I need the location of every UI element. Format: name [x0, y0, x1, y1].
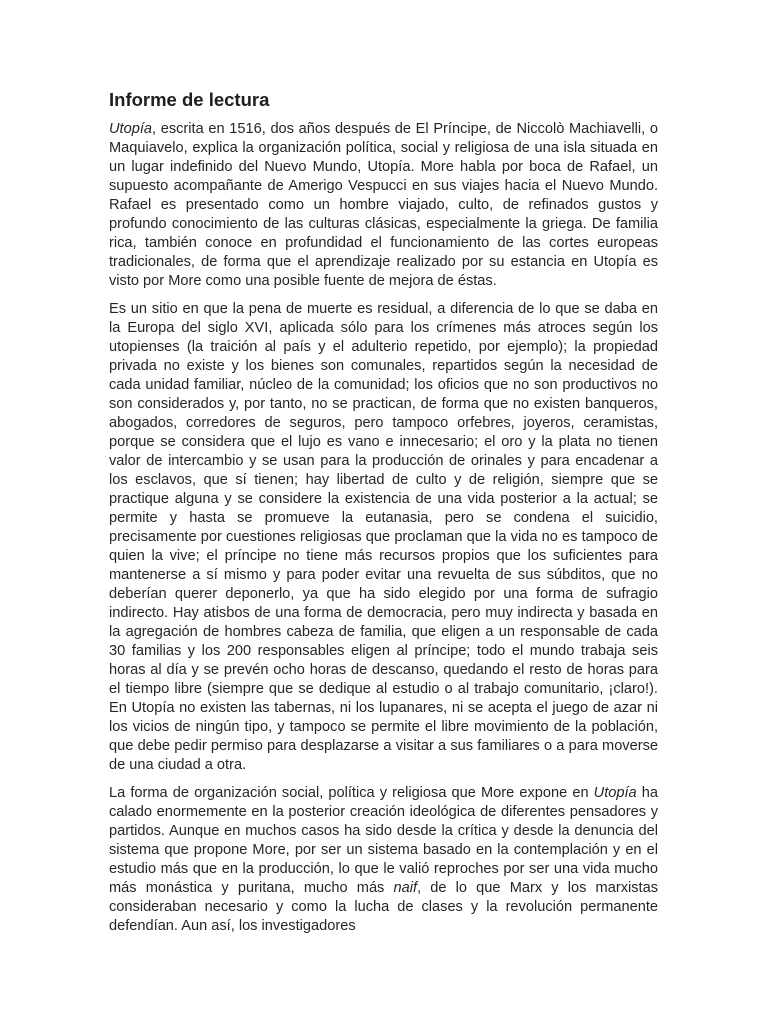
- italic-term: naif: [393, 880, 418, 896]
- paragraph-text: La forma de organización social, política y religiosa que More expone en: [109, 785, 594, 801]
- paragraph-text: Es un sitio en que la pena de muerte es residual, a diferencia de lo que se daba en la Europa del siglo XVI, aplicada sólo para los crímenes más atroces según los utopienses (la traición al país y el adulterio repetido, por ejemplo); la propiedad privada no existe y los bienes son comunales, repartidos según la necesidad de cada unidad familiar, núcleo de la comunidad; los oficios que no son productivos no son considerados y, por tanto, no se practican, de forma que no existen banqueros, abogados, corredores de seguros, pero tampoco orfebres, joyeros, ceramistas, porque se considera que el lujo es vano e innecesario; el oro y la plata no tienen valor de intercambio y se usan para la producción de orinales y para encadenar a los esclavos, que sí tienen; hay libertad de culto y de religión, siempre que se practique alguna y se considere la existencia de una vida posterior a la actual; se permite y hasta se promueve la eutanasia, pero se condena el suicidio, precisamente por cuestiones religiosas que proclaman que la vida no es tampoco de quien la vive; el príncipe no tiene más recursos propios que los suficientes para mantenerse a sí mismo y para poder evitar una revuelta de sus súbditos, que no deberían querer deponerlo, ya que ha sido elegido por una forma de sufragio indirecto. Hay atisbos de una forma de democracia, pero muy indirecta y basada en la agregación de hombres cabeza de familia, que eligen a un responsable de cada 30 familias y los 200 responsables eligen al príncipe; todo el mundo trabaja seis horas al día y se prevén ocho horas de descanso, quedando el resto de horas para el tiempo libre (siempre que se dedique al estudio o al trabajo comunitario, ¡claro!). En Utopía no existen las tabernas, ni los lupanares, ni se acepta el juego de azar ni los vicios de ningún tipo, y tampoco se permite el libre movimiento de la población, que debe pedir permiso para desplazarse a visitar a sus familiares o a para moverse de una ciudad a otra.: [109, 301, 658, 773]
- paragraph-3: [109, 784, 658, 936]
- paragraph-text: , escrita en 1516, dos años después de El Príncipe, de Niccolò Machiavelli, o Maquiavelo, explica la organización política, social y religiosa de una isla situada en un lugar indefinido del Nuevo Mundo, Utopía. More habla por boca de Rafael, un supuesto acompañante de Amerigo Vespucci en sus viajes hacia el Nuevo Mundo. Rafael es presentado como un hombre viajado, culto, de refinados gustos y profundo conocimiento de las culturas clásicas, especialmente la griega. De familia rica, también conoce en profundidad el funcionamiento de las cortes europeas tradicionales, de forma que el aprendizaje realizado por su estancia en Utopía es visto por More como una posible fuente de mejora de éstas.: [109, 121, 658, 289]
- document-page: [109, 88, 658, 945]
- paragraph-1: [109, 120, 658, 291]
- italic-term: Utopía: [109, 121, 152, 137]
- paragraph-text: , de lo que Marx y los marxistas consideraban necesario y como la lucha de clases y la revolución permanente defendían. Aun así, los investigadores: [109, 880, 658, 934]
- paragraph-text: ha calado enormemente en la posterior creación ideológica de diferentes pensadores y partidos. Aunque en muchos casos ha sido desde la crítica y desde la denuncia del sistema que propone More, por ser un sistema basado en la contemplación y en el estudio más que en la producción, lo que le valió reproches por ser una vida mucho más monástica y puritana, mucho más: [109, 785, 659, 896]
- italic-term: Utopía: [593, 785, 637, 801]
- paragraph-2: [109, 300, 658, 775]
- document-title: Informe de lectura: [109, 89, 270, 110]
